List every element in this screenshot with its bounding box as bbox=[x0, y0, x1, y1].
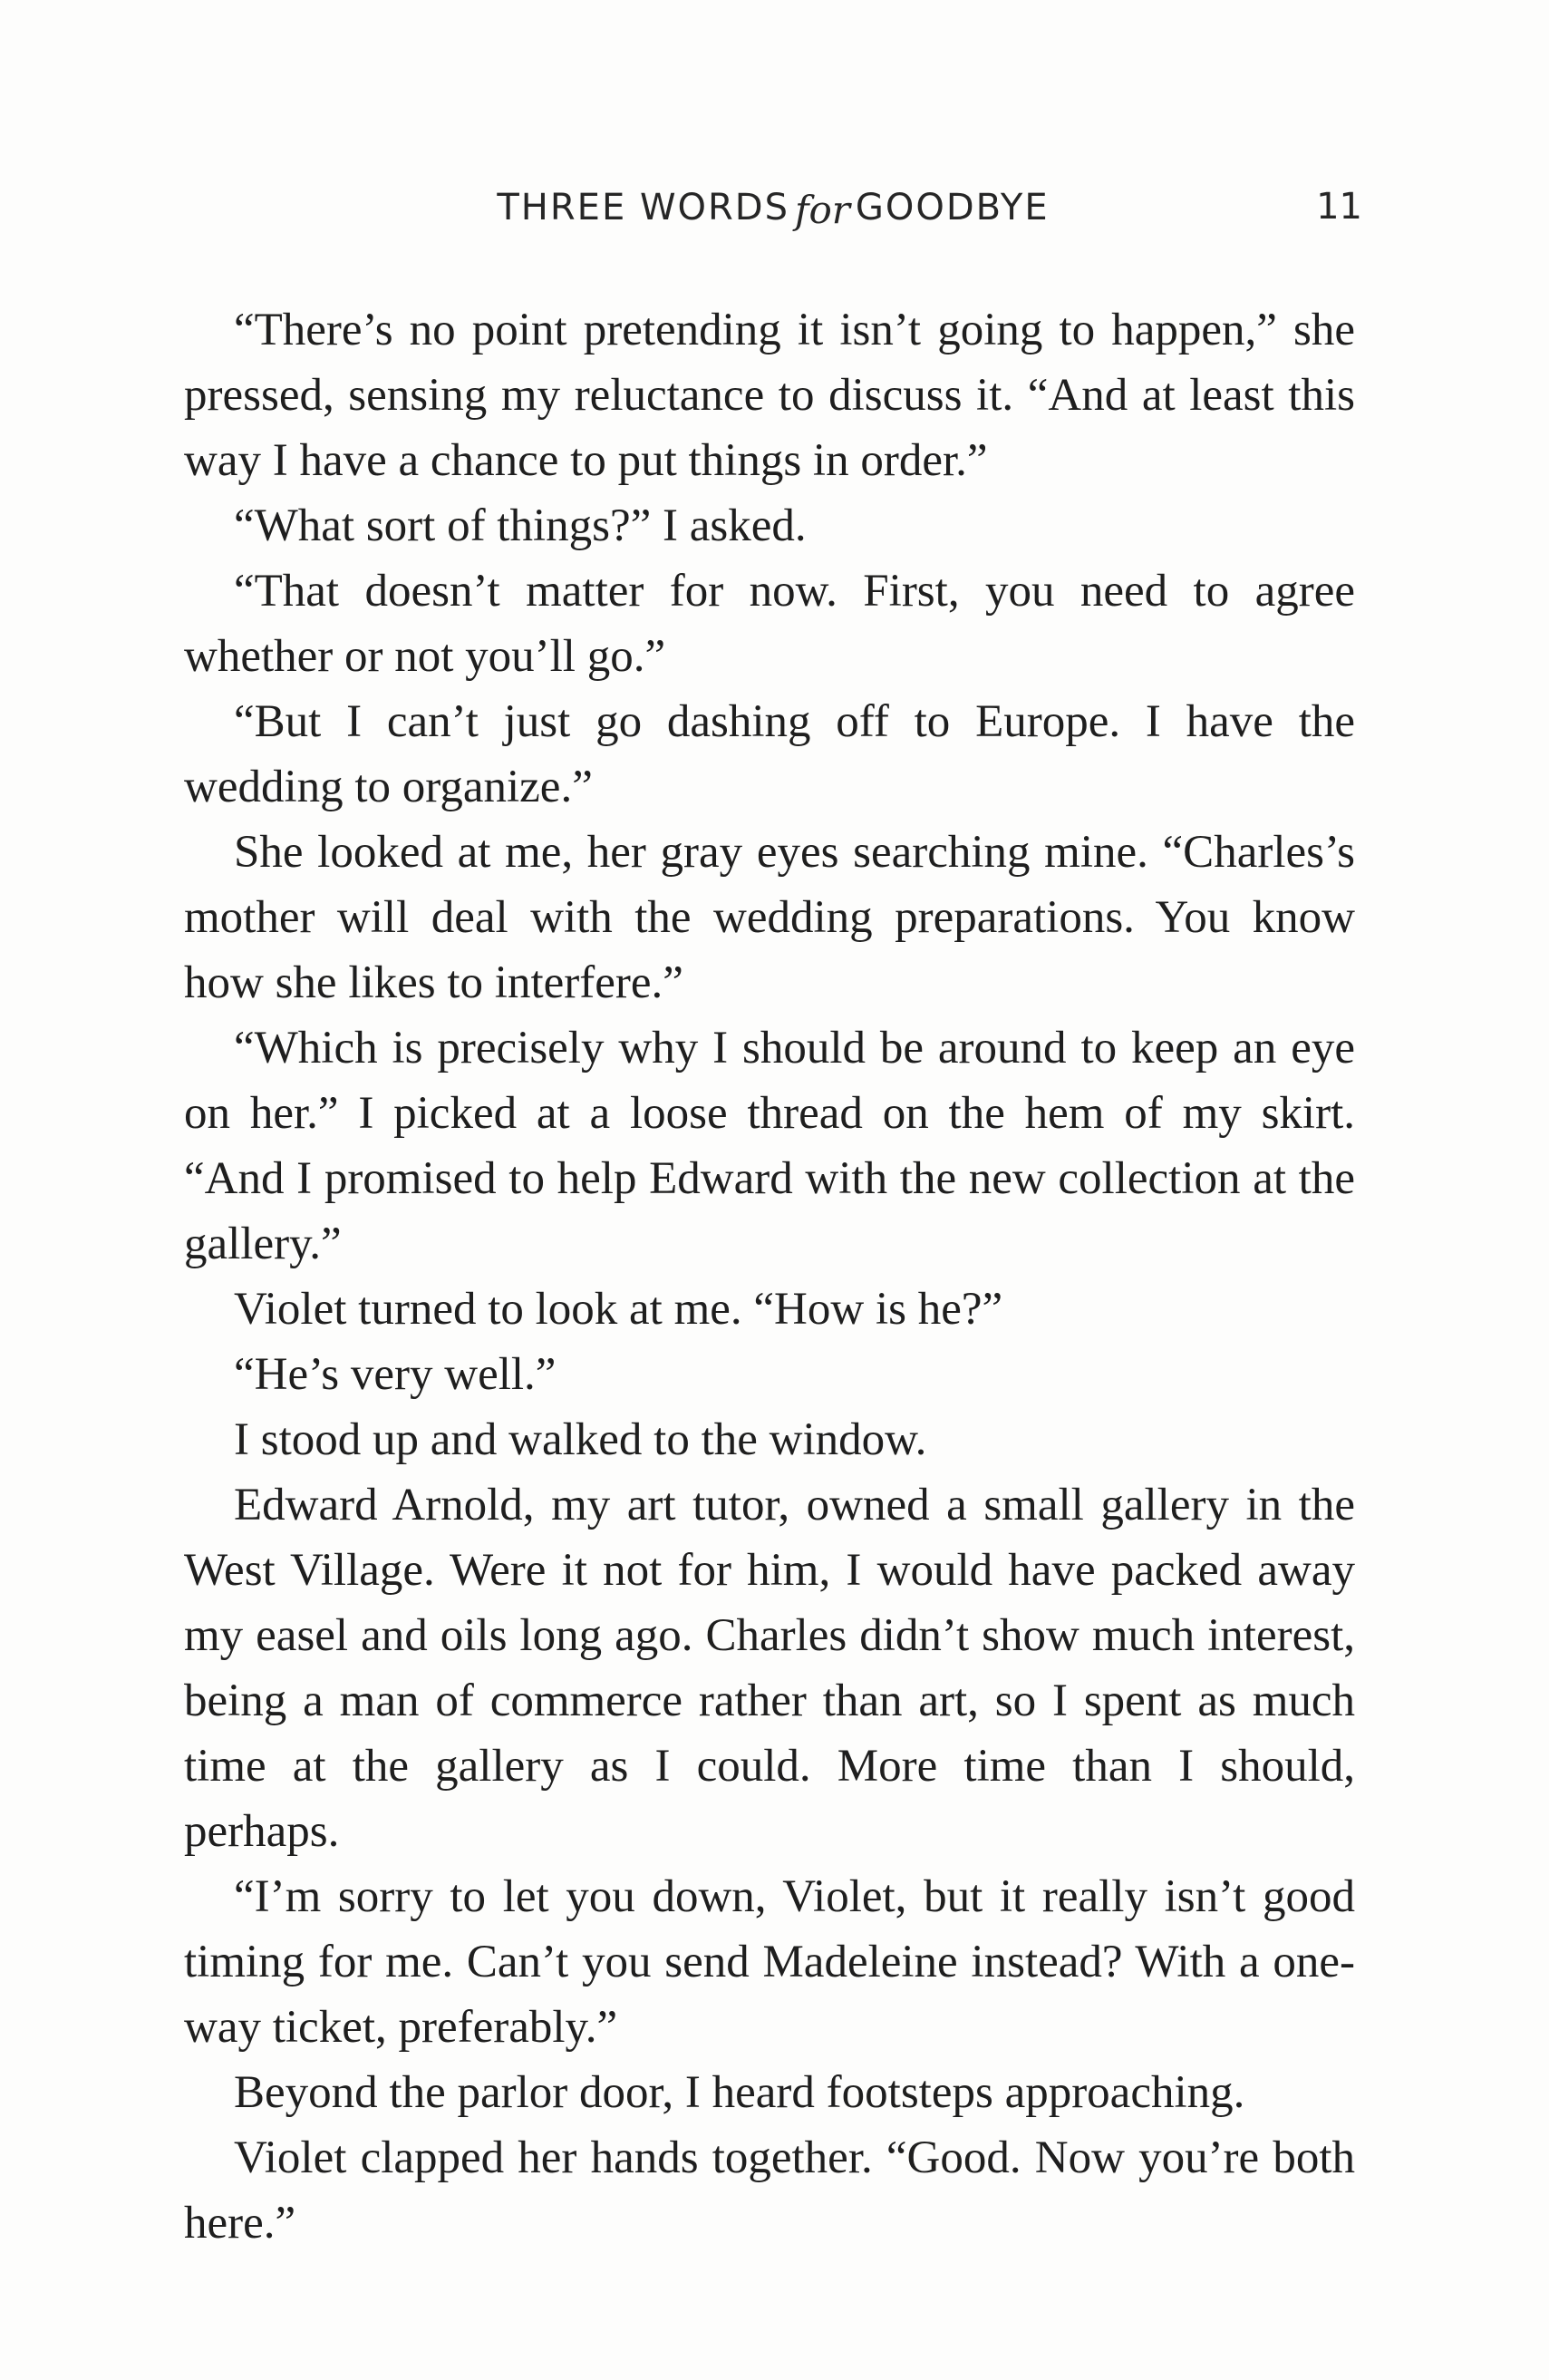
paragraph: Violet clapped her hands together. “Good. Now you’re both here.” bbox=[184, 2132, 1355, 2249]
body-text bbox=[184, 297, 1355, 2256]
book-title-left: THREE WORDS bbox=[497, 187, 789, 228]
running-head bbox=[184, 178, 1362, 250]
paragraph: “He’s very well.” bbox=[234, 1349, 557, 1400]
book-title-script: for bbox=[794, 188, 850, 232]
paragraph: “I’m sorry to let you down, Violet, but it really isn’t good timing for me. Can’t you send Madeleine instead? With a one-way ticket, preferably.” bbox=[184, 1871, 1355, 2053]
paragraph: “What sort of things?” I asked. bbox=[234, 500, 807, 551]
paragraph: I stood up and walked to the window. bbox=[234, 1414, 927, 1465]
page-number: 11 bbox=[1316, 186, 1362, 228]
book-title-right: GOODBYE bbox=[855, 187, 1050, 228]
paragraph: Edward Arnold, my art tutor, owned a small gallery in the West Village. Were it not for him, I would have packed away my easel and oils long ago. Charles didn’t show much interest, being a man of commerce rather than art, so I spent as much time at the gallery as I could. More time than I should, perhaps. bbox=[184, 1480, 1355, 1857]
paragraph: “But I can’t just go dashing off to Europe. I have the wedding to organize.” bbox=[184, 696, 1355, 812]
book-title bbox=[184, 178, 1362, 237]
paragraph: Beyond the parlor door, I heard footsteps approaching. bbox=[234, 2067, 1245, 2118]
paragraph: She looked at me, her gray eyes searching mine. “Charles’s mother will deal with the wedding preparations. You know how she likes to interfere.” bbox=[184, 827, 1355, 1008]
paragraph: “That doesn’t matter for now. First, you need to agree whether or not you’ll go.” bbox=[184, 566, 1355, 682]
paragraph: Violet turned to look at me. “How is he?” bbox=[234, 1284, 1003, 1335]
paragraph: “There’s no point pretending it isn’t going to happen,” she pressed, sensing my reluctance to discuss it. “And at least this way I have a chance to put things in order.” bbox=[184, 305, 1355, 486]
paragraph: “Which is precisely why I should be around to keep an eye on her.” I picked at a loose thread on the hem of my skirt. “And I promised to help Edward with the new collection at the gallery.” bbox=[184, 1023, 1355, 1269]
